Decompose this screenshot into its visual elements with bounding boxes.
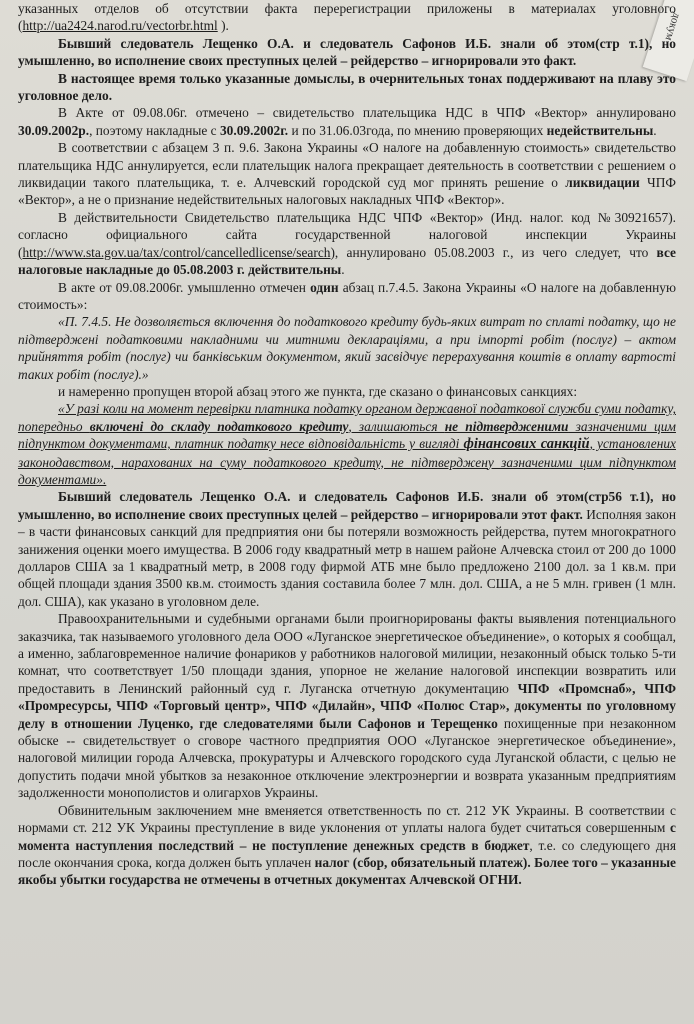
text: с момента наступления последствий – не поступление денежных средств в бюджет <box>18 820 676 853</box>
text: фінансових санкцій <box>463 436 590 453</box>
text: В действительности Свидетельство плательщика НДС ЧПФ «Вектор» (Инд. налог. код №30921657). согласно официального сайта государственной налоговой инспекции Украины ( <box>18 209 676 260</box>
text: зазначеними цим підпунктом документами, платник податку несе відповідальність у вигляді <box>18 418 676 452</box>
source-link[interactable]: http://ua2424.narod.ru/vectorbr.html <box>22 18 218 34</box>
paragraph-6 <box>18 209 676 279</box>
text: указанных отделов об отсутствии факта перерегистрации приложены в материалах уголовного <box>18 1 676 16</box>
document-body <box>18 0 676 889</box>
text: , залишаються <box>348 418 445 434</box>
text: Правоохранительными и судебными органами были проигнорированы факты выявления потенциального заказчика, так называемого уголовного дела ООО «Луганское энергетическое объединение», о которых я сообщал, а именно, заблаговременное наличие фонариков у работников налоговой милиции, незаконный обыск только 5-ти комнат, что соответствует 1/50 площади здания, упорное не желание налоговой инспекции возвратить или предоставить в Ленинский районный суд г. Луганска отчетную документацию <box>18 611 676 696</box>
text: ). <box>217 18 229 34</box>
text: и по 31.06.03года, по мнению проверяющих <box>288 122 547 138</box>
text: ЧПФ «Промснаб», ЧПФ «Промресурсы, ЧПФ «Торговый центр», ЧПФ «Дилайн», ЧПФ «Полюс Стар», документы по уголовному делу в отношении Луценко, где следователями были Сафонов и Терещенко <box>18 680 676 731</box>
text: В акте от 09.08.2006г. умышленно отмечен <box>58 279 311 295</box>
paragraph-5 <box>18 139 676 209</box>
text: похищенные при незаконном обыске -- свидетельствует о сговоре частного предприятия ООО «Луганское энергетическое объединение», налоговой милиции города Алчевска, прокуратуры и Алчевского городского суда Луганской области, с целью не допустить подачи мной убытков за незаконное отключение электроэнергии и возврата указанным предприятиям задолженности монополистов и олигархов Украины. <box>18 715 676 801</box>
paragraph-7 <box>18 279 676 314</box>
text: Бывший следователь Лещенко О.А. и следователь Сафонов И.Б. знали об этом(стр56 т.1), но умышленно, во исполнение своих преступных целей – рейдерство – игнорировали этот факт. <box>18 489 676 522</box>
tax-site-link[interactable]: http://www.sta.gov.ua/tax/control/cancelledlicense/search <box>22 244 331 260</box>
text: ), аннулировано 05.08.2003 г., из чего следует, что <box>330 244 657 260</box>
text: . <box>653 122 657 138</box>
text: ( <box>18 18 23 34</box>
text: один <box>310 279 339 295</box>
paragraph-11 <box>18 802 676 889</box>
text: Бывший следователь Лещенко О.А. и следователь Сафонов И.Б. знали об этом(стр т.1), но умышленно, во исполнение своих преступных целей – рейдерство – игнорировали это факт. <box>18 35 676 69</box>
text: ликвидации <box>565 175 640 191</box>
text: , установлених законодавством, нарахованих на суму податкового кредиту, не підтверджену зазначеними цим підпунктом документами». <box>18 436 676 487</box>
paragraph-4 <box>18 104 676 139</box>
paragraph-9 <box>18 488 676 610</box>
text: недействительны <box>546 122 654 138</box>
paragraph-10 <box>18 610 676 801</box>
text: «У разі коли на момент перевірки платника податку органом державної податкової служби суми податку, попередньо <box>18 401 676 434</box>
text: , т.е. со следующего дня после окончания срока, когда должен быть уплачен <box>18 837 677 870</box>
text: . <box>341 262 345 278</box>
text: и намеренно пропущен второй абзац этого же пункта, где сказано о финансовых санкциях: <box>58 383 578 399</box>
paragraph-8 <box>18 383 676 400</box>
text: Исполняя закон – в части финансовых санкций для предприятия они бы потеряли возможность рейдерства, путем многократного занижения оценки моего имущества. В 2006 году квадратный метр в нашем районе Алчевска стоил от 200 до 1000 долларов США за 1 квадратный метр, в 2008 году фирмой АТБ мне было предложено 2100 дол. за 1 кв.м. при общей площади здания 3500 кв.м. стоимость здания составила более 7 млн. дол. США, а не 5 млн. гривен (1 млн. дол. США), как указано в уголовном деле. <box>18 506 676 609</box>
text: ЧПФ «Вектор», а не о признание недействительных налоговых накладных ЧПФ «Вектор». <box>18 175 677 208</box>
text: не підтвердженими <box>444 418 569 434</box>
quote-2 <box>18 400 676 488</box>
text: абзац п.7.4.5. Закона Украины «О налоге на добавленную стоимость»: <box>18 279 677 312</box>
paragraph-2 <box>18 35 676 70</box>
text: , поэтому накладные с <box>89 122 220 138</box>
text: В Акте от 09.08.06г. отмечено – свидетельство плательщика НДС в ЧПФ «Вектор» аннулировано <box>58 105 676 121</box>
text: «П. 7.4.5. Не дозволяється включення до податкового кредиту будь-яких витрат по сплаті податку, що не підтверджені податковими накладними чи митними деклараціями, а при імпорті робіт (послуг) – актом прийняття робіт (послуг) чи банківським документом, який засвідчує перерахування коштів в оплату вартості таких робіт (послуг).» <box>18 314 676 382</box>
text: все налоговые накладные до 05.08.2003 г. действительны <box>18 244 676 278</box>
text: 30.09.2002г. <box>219 122 289 138</box>
text: Обвинительным заключением мне вменяется ответственность по ст. 212 УК Украины. В соответствии с нормами ст. 212 УК Украины преступление в виде уклонения от уплаты налога будет считаться совершенным <box>18 802 676 836</box>
corner-note: докум <box>662 11 683 42</box>
paragraph-1 <box>18 0 676 35</box>
text: В соответствии с абзацем 3 п. 9.6. Закона Украины «О налоге на добавленную стоимость» свидетельство плательщика НДС аннулируется, если плательщик налога прекращает деятельность в соответствии с решением о ликвидации такого плательщика, т. е. Алчевский городской суд мог принять решение о <box>18 140 676 191</box>
paragraph-3 <box>18 70 676 105</box>
quote-1 <box>18 313 676 383</box>
text: налог (сбор, обязательный платеж). Более того – указанные якобы убытки государства не отмечены в отчетных документах Алчевской ОГНИ. <box>18 854 676 888</box>
text: 30.09.2002р. <box>18 122 90 138</box>
text: включені до складу податкового кредиту <box>89 418 349 434</box>
text: В настоящее время только указанные домыслы, в очернительных тонах поддерживают на плаву это уголовное дело. <box>18 70 676 104</box>
